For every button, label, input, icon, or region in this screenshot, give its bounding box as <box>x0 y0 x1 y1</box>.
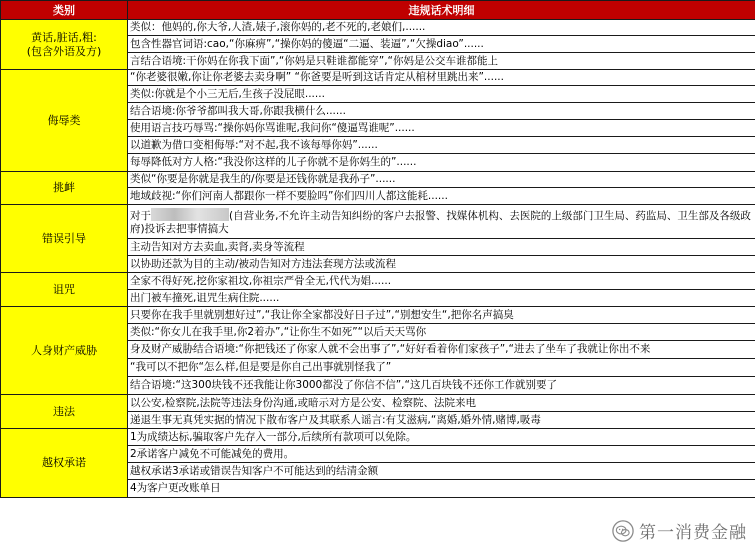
detail-cell <box>128 324 755 341</box>
category-label: 错误引导 <box>42 231 86 245</box>
detail-text: 4为客户更改账单日 <box>130 482 221 494</box>
detail-text: 出门被车撞死,诅咒生病住院...... <box>130 291 280 304</box>
detail-text: 只要你在我手里就别想好过”,“我让你全家都没好日子过”,“别想安生“,把你名声搞臭 <box>130 308 514 321</box>
detail-text: 类似“你要是你就是我生的/你要是还钱你就是我孙子”...... <box>130 173 396 185</box>
table-row <box>1 273 755 290</box>
table-row <box>1 395 755 412</box>
category-cell <box>1 20 128 70</box>
detail-cell <box>128 273 755 290</box>
header-detail: 违规话术明细 <box>128 1 755 20</box>
detail-cell <box>128 341 755 359</box>
detail-text: 越权承诺3承诺或错误告知客户不可能达到的结清金额 <box>130 464 379 477</box>
detail-cell <box>128 359 755 377</box>
detail-text: 每辱降低对方人格:“我没你这样的儿子你就不是你妈生的”...... <box>130 156 417 168</box>
wechat-logo-icon <box>612 520 634 542</box>
detail-cell <box>128 137 755 154</box>
detail-cell <box>128 120 755 137</box>
detail-cell <box>128 70 755 86</box>
detail-cell <box>128 429 755 446</box>
category-label: 侮辱类 <box>47 113 81 127</box>
detail-text: 地域歧视:“你们河南人都跟你一样不要脸吗”你们四川人都这能耗...... <box>130 189 448 202</box>
detail-text: 使用语言技巧辱骂:“操你妈你骂谁呢,我问你“傻逼骂谁呢”...... <box>130 121 415 134</box>
table-row <box>1 429 755 446</box>
detail-cell <box>128 239 755 256</box>
detail-cell <box>128 395 755 412</box>
detail-cell <box>128 256 755 273</box>
category-cell <box>1 429 128 498</box>
table-header-row <box>1 1 755 20</box>
detail-text: 类似：他妈的,你大爷,人渣,婊子,滚你妈的,老不死的,老娘们,...... <box>130 21 426 33</box>
detail-cell <box>128 307 755 324</box>
table-row <box>1 307 755 324</box>
detail-text: 1为成绩达标,骗取客户先存入一部分,后续所有款项可以免除。 <box>130 430 417 443</box>
category-cell <box>1 70 128 172</box>
category-label: 诅咒 <box>53 282 75 296</box>
detail-text: 以协助还款为目的主动/被动告知对方违法套现方法或流程 <box>130 257 397 270</box>
detail-text: 包含性器官词语:cao,“你麻痹”,“操你妈的傻逼“二逼、装逼”,“欠操diao”...... <box>130 37 484 50</box>
detail-cell <box>128 53 755 70</box>
detail-text: 递退生事无真凭实据的情况下散布客户及其联系人谣言:有艾滋病,“离婚,婚外情,赌博,吸毒 <box>130 413 541 426</box>
detail-text: 结合语境:“这300块钱不还我能让你3000都没了你信不信”,“这几百块钱不还你工作就别要了 <box>130 379 557 391</box>
detail-text: 全家不得好死,挖你家祖坟,你祖宗严骨全无,代代为娼...... <box>130 274 392 287</box>
detail-cell <box>128 154 755 172</box>
detail-text: 2承诺客户减免不可能减免的费用。 <box>130 447 295 460</box>
category-cell <box>1 395 128 429</box>
redacted-blur <box>151 208 229 221</box>
detail-cell <box>128 290 755 307</box>
detail-text: 类似:你就是个小三无后,生孩子没屁眼...... <box>130 87 325 100</box>
category-label: 违法 <box>53 404 75 418</box>
category-cell <box>1 273 128 307</box>
detail-cell <box>128 86 755 103</box>
header-category: 类别 <box>1 1 128 20</box>
detail-text-post: (自营业务,不允许主动告知纠纷的客户去报警、找媒体机构、去医院的上级部门卫生局、药监局、卫生部及各级政府)投诉去把事情搞大 <box>130 209 751 235</box>
detail-text-pre: 对于 <box>130 209 151 222</box>
detail-cell <box>128 36 755 53</box>
table-row <box>1 172 755 188</box>
table-row <box>1 205 755 239</box>
detail-text: “我可以不把你“怎么样,但是要是你自己出事就别怪我了” <box>130 361 392 373</box>
detail-text: “你老婆很嫩,你让你老婆去卖身啊” “你爸要是听到这话肯定从棺材里跳出来”...... <box>130 71 504 83</box>
detail-cell <box>128 172 755 188</box>
detail-cell <box>128 377 755 395</box>
detail-cell <box>128 463 755 480</box>
detail-text: 类似:“你女儿在我手里,你2着办”,“让你生不如死”“以后天天骂你 <box>130 325 427 338</box>
category-cell <box>1 307 128 395</box>
detail-cell <box>128 412 755 429</box>
watermark <box>612 518 747 543</box>
table-row <box>1 20 755 36</box>
detail-cell <box>128 480 755 498</box>
detail-text: 结合语境:你爷爷都叫我大哥,你跟我横什么...... <box>130 104 346 117</box>
detail-text: 言结合语境:干你妈在你我下面”,“你妈是只鞋谁都能穿”,“你妈是公交车谁都能上 <box>130 54 498 67</box>
detail-cell <box>128 20 755 36</box>
watermark-text: 第一消费金融 <box>639 523 747 543</box>
detail-text: 以道歉为借口变相侮辱:“对不起,我不该每辱你妈”...... <box>130 138 378 151</box>
detail-cell <box>128 205 755 239</box>
detail-text: 以公安,检察院,法院等违法身份沟通,或暗示对方是公安、检察院、法院来电 <box>130 396 477 409</box>
category-cell <box>1 172 128 205</box>
detail-cell <box>128 446 755 463</box>
category-label: 越权承诺 <box>42 456 86 469</box>
table-row <box>1 70 755 86</box>
category-cell <box>1 205 128 273</box>
category-label: 挑衅 <box>53 181 75 194</box>
detail-cell <box>128 103 755 120</box>
detail-text: 主动告知对方去卖血,卖肾,卖身等流程 <box>130 240 305 253</box>
category-label: 人身财产威胁 <box>31 343 97 357</box>
category-label: 黄话,脏话,粗: (包含外语及方) <box>26 30 102 58</box>
detail-text: 身及财产威胁结合语境:“你把钱还了你家人就不会出事了”,“好好看着你们家孩子”,“进去了坐车了我就让你出不来 <box>130 343 651 355</box>
detail-cell <box>128 188 755 205</box>
